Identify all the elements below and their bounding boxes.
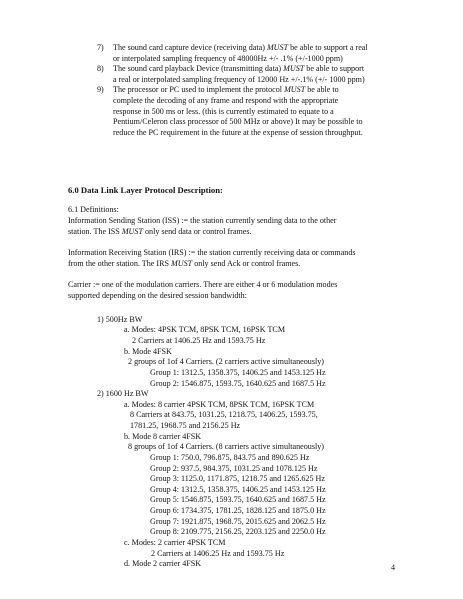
emphasis-must: MUST [284, 85, 306, 95]
carrier-group-line: Group 2: 1546.875, 1593.75, 1640.625 and 1687.5 Hz [150, 378, 326, 388]
bw500-label: 1) 500Hz BW [97, 315, 143, 324]
carrier-group-line: Group 2: 937.5, 984.375, 1031.25 and 1078.125 Hz [150, 463, 318, 473]
emphasis-must: MUST [171, 258, 193, 268]
requirement-line: The sound card playback Device (transmitting data) MUST be able to support [113, 64, 365, 74]
requirement-number: 8) [97, 64, 104, 74]
carrier-group-line: Group 5: 1546.875, 1593.75, 1640.625 and 1687.5 Hz [150, 495, 326, 505]
requirement-line: The sound card capture device (receiving data) MUST be able to support a real [113, 43, 368, 52]
page-number: 4 [391, 563, 396, 572]
carrier-group-line: Group 1: 1312.5, 1358.375, 1406.25 and 1453.125 Hz [150, 368, 326, 377]
requirement-line: or interpolated sampling frequency of 48000Hz +/- .1% (+/-1000 ppm) [113, 53, 343, 63]
paragraph-line: Carrier := one of the modulation carriers. There are either 4 or 6 modulation modes [68, 280, 338, 289]
bw1600-item-a-detail-1: 8 Carriers at 843.75, 1031.25, 1218.75, 1406.25, 1593.75, [130, 410, 318, 419]
emphasis-must: MUST [121, 226, 143, 236]
section-heading: 6.0 Data Link Layer Protocol Description: [68, 185, 223, 195]
requirement-line: complete the decoding of any frame and respond with the appropriate [113, 96, 339, 105]
carrier-group-line: Group 7: 1921.875, 1968.75, 2015.625 and 2062.5 Hz [150, 516, 326, 526]
paragraph-line: from the other station. The IRS MUST only send Ack or control frames. [68, 258, 301, 268]
carrier-group-line: Group 8: 2109.775, 2156.25, 2203.125 and 2250.0 Hz [150, 527, 326, 537]
requirement-line: a real or interpolated sampling frequency of 12000 Hz +/-.1% (+/- 1000 ppm) [113, 74, 365, 84]
bw1600-item-d: d. Mode 2 carrier 4FSK [124, 559, 202, 568]
bw500-item-a: a. Modes: 4PSK TCM, 8PSK TCM, 16PSK TCM [124, 325, 286, 334]
bw500-item-b-detail: 2 groups of 1of 4 Carriers. (2 carriers active simultaneously) [128, 357, 324, 366]
carrier-group-line: Group 1: 750.0, 796.875, 843.75 and 890.625 Hz [150, 453, 310, 462]
bw1600-item-c: c. Modes: 2 carrier 4PSK TCM [124, 538, 226, 547]
requirement-line: The processor or PC used to implement the protocol MUST be able to [113, 85, 339, 95]
requirement-line: reduce the PC requirement in the future at the expense of session throughput. [113, 127, 363, 137]
emphasis-must: MUST [283, 64, 305, 74]
bw500-item-a-detail: 2 Carriers at 1406.25 Hz and 1593.75 Hz [132, 336, 266, 345]
bw1600-label: 2) 1600 Hz BW [97, 389, 149, 398]
bw500-item-b: b. Mode 4FSK [124, 347, 172, 356]
requirement-number: 9) [97, 85, 104, 95]
carrier-group-line: Group 6: 1734.375, 1781.25, 1828.125 and 1875.0 Hz [150, 506, 326, 515]
definitions-heading: 6.1 Definitions: [68, 205, 119, 214]
bw1600-item-a-detail-2: 1781.25, 1968.75 and 2156.25 Hz [130, 421, 241, 430]
bw1600-item-c-detail: 2 Carriers at 1406.25 Hz and 1593.75 Hz [151, 549, 285, 558]
requirement-number: 7) [97, 43, 104, 52]
paragraph-line: Information Receiving Station (IRS) := the station currently receiving data or commands [68, 248, 356, 257]
bw1600-item-b-detail: 8 groups of 1of 4 Carriers. (8 carriers active simultaneously) [128, 442, 324, 451]
emphasis-must: MUST [266, 43, 289, 52]
paragraph-line: supported depending on the desired session bandwidth: [68, 290, 247, 300]
paragraph-line: station. The ISS MUST only send data or control frames. [68, 226, 252, 236]
carrier-group-line: Group 3: 1125.0, 1171.875, 1218.75 and 1265.625 Hz [150, 474, 325, 484]
bw1600-item-b: b. Mode 8 carrier 4FSK [124, 432, 202, 441]
carrier-group-line: Group 4: 1312.5, 1358.375, 1406.25 and 1453.125 Hz [150, 484, 326, 494]
paragraph-line: Information Sending Station (ISS) := the station currently sending data to the other [68, 216, 337, 225]
bw1600-item-a: a. Modes: 8 carrier 4PSK TCM, 8PSK TCM, 16PSK TCM [124, 400, 315, 409]
requirement-line: response in 500 ms or less. (this is currently estimated to equate to a [113, 106, 334, 116]
requirement-line: Pentium/Celeron class processor of 500 MHz or above) It may be possible to [113, 117, 363, 127]
